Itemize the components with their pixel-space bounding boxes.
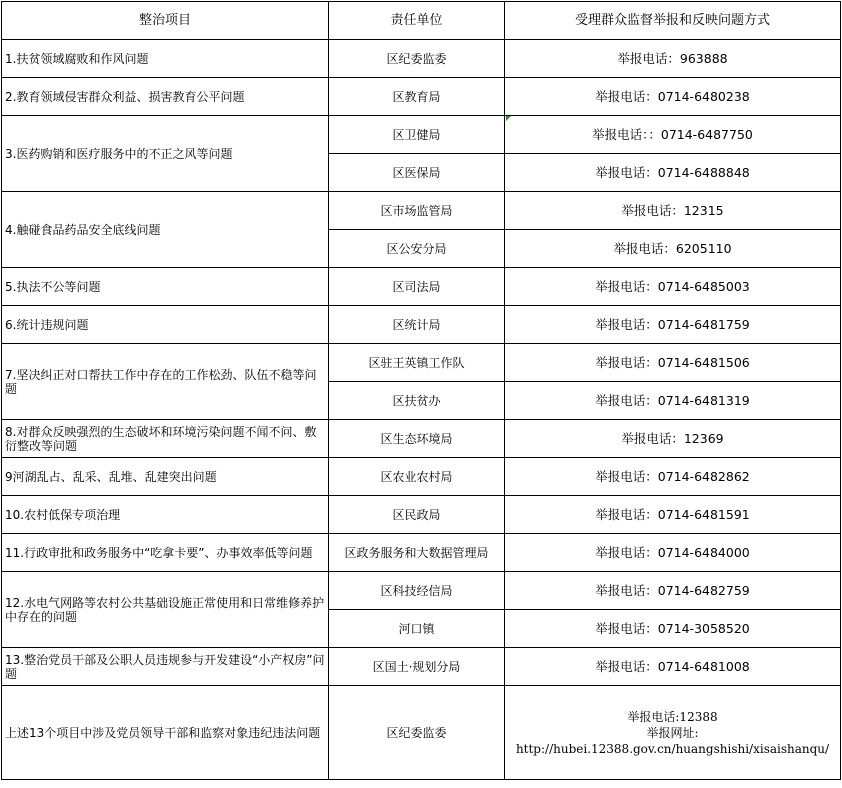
item-cell: 10.农村低保专项治理 (2, 496, 329, 534)
contact-cell: 举报电话：0714-6481759 (505, 306, 841, 344)
item-cell: 9河湖乱占、乱采、乱堆、乱建突出问题 (2, 458, 329, 496)
unit-cell: 区驻王英镇工作队 (329, 344, 505, 382)
report-url-link[interactable]: http://hubei.12388.gov.cn/huangshishi/xisaishanqu/ (515, 741, 830, 756)
contact-cell: 举报电话：12315 (505, 192, 841, 230)
contact-cell: 举报电话：0714-6482862 (505, 458, 841, 496)
unit-cell: 区公安分局 (329, 230, 505, 268)
unit-cell: 区扶贫办 (329, 382, 505, 420)
table-row (2, 648, 841, 686)
table-row (2, 344, 841, 382)
header-item: 整治项目 (2, 2, 329, 40)
contact-cell: 举报电话：0714-6485003 (505, 268, 841, 306)
item-cell: 11.行政审批和政务服务中“吃拿卡要”、办事效率低等问题 (2, 534, 329, 572)
item-cell: 12.水电气网路等农村公共基础设施正常使用和日常维修养护中存在的问题 (2, 572, 329, 648)
table-row (2, 192, 841, 230)
table-row (2, 40, 841, 78)
table-row (2, 572, 841, 610)
contact-cell: 举报电话：963888 (505, 40, 841, 78)
contact-cell: 举报电话：0714-6481319 (505, 382, 841, 420)
table-row (2, 116, 841, 154)
item-cell: 5.执法不公等问题 (2, 268, 329, 306)
report-phone: 举报电话:12388 (627, 709, 718, 724)
unit-cell: 区卫健局 (329, 116, 505, 154)
table-row (2, 496, 841, 534)
unit-cell: 区医保局 (329, 154, 505, 192)
table-row-final (2, 686, 841, 780)
unit-cell: 区教育局 (329, 78, 505, 116)
item-cell: 13.整治党员干部及公职人员违规参与开发建设“小产权房”问题 (2, 648, 329, 686)
unit-cell: 区统计局 (329, 306, 505, 344)
unit-cell: 区市场监管局 (329, 192, 505, 230)
contact-cell: 举报电话：0714-6481506 (505, 344, 841, 382)
contact-cell: 举报电话：0714-3058520 (505, 610, 841, 648)
table-row (2, 534, 841, 572)
contact-cell: 举报电话：6205110 (505, 230, 841, 268)
header-row (2, 2, 841, 40)
unit-cell: 区纪委监委 (329, 40, 505, 78)
contact-cell: 举报电话：0714-6482759 (505, 572, 841, 610)
item-cell: 4.触碰食品药品安全底线问题 (2, 192, 329, 268)
item-cell: 8.对群众反映强烈的生态破坏和环境污染问题不闻不问、敷衍整改等问题 (2, 420, 329, 458)
unit-cell: 区科技经信局 (329, 572, 505, 610)
unit-cell: 区司法局 (329, 268, 505, 306)
item-cell: 2.教育领域侵害群众利益、损害教育公平问题 (2, 78, 329, 116)
unit-cell: 区生态环境局 (329, 420, 505, 458)
contact-cell: 举报电话：0714-6481591 (505, 496, 841, 534)
header-contact: 受理群众监督举报和反映问题方式 (505, 2, 841, 40)
report-site-label: 举报网址: (646, 725, 699, 740)
item-cell: 1.扶贫领域腐败和作风问题 (2, 40, 329, 78)
rectification-table (1, 1, 841, 780)
item-cell: 上述13个项目中涉及党员领导干部和监察对象违纪违法问题 (2, 686, 329, 780)
item-cell: 6.统计违规问题 (2, 306, 329, 344)
table-row (2, 78, 841, 116)
table-row (2, 458, 841, 496)
contact-cell: 举报电话：0714-6481008 (505, 648, 841, 686)
contact-cell: 举报电话：0714-6488848 (505, 154, 841, 192)
header-unit: 责任单位 (329, 2, 505, 40)
unit-cell: 区国土·规划分局 (329, 648, 505, 686)
contact-cell: 举报电话：12369 (505, 420, 841, 458)
table-row (2, 268, 841, 306)
unit-cell: 区民政局 (329, 496, 505, 534)
contact-cell: 举报电话：：0714-6487750 (505, 116, 841, 154)
cell-marker-icon (506, 116, 511, 121)
table-body (2, 40, 841, 780)
item-cell: 7.坚决纠正对口帮扶工作中存在的工作松劲、队伍不稳等问题 (2, 344, 329, 420)
contact-cell (505, 686, 841, 780)
unit-cell: 区政务服务和大数据管理局 (329, 534, 505, 572)
unit-cell: 河口镇 (329, 610, 505, 648)
contact-cell: 举报电话：0714-6480238 (505, 78, 841, 116)
unit-cell: 区农业农村局 (329, 458, 505, 496)
unit-cell: 区纪委监委 (329, 686, 505, 780)
table-row (2, 306, 841, 344)
table-row (2, 420, 841, 458)
contact-cell: 举报电话：0714-6484000 (505, 534, 841, 572)
item-cell: 3.医药购销和医疗服务中的不正之风等问题 (2, 116, 329, 192)
